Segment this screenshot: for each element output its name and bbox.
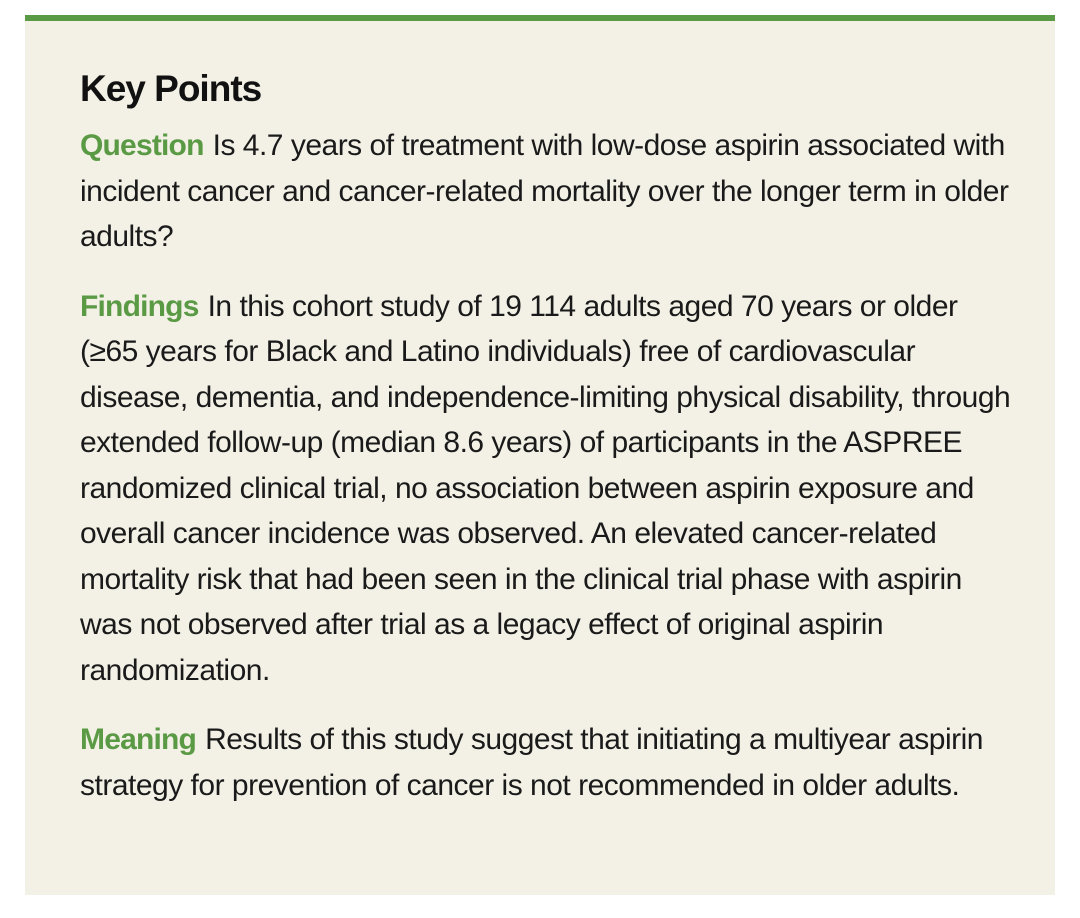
meaning-label: Meaning [80, 723, 197, 756]
question-label: Question [80, 129, 204, 162]
findings-text: In this cohort study of 19 114 adults aged 70 years or older (≥65 years for Black and Latino individuals) free of cardiovascular disease, dementia, and independence-limiting physical disability, through extended follow-up (median 8.6 years) of participants in the ASPREE randomized clinical trial, no association between aspirin exposure and overall cancer incidence was observed. An elevated cancer-related mortality risk that had been seen in the clinical trial phase with aspirin was not observed after trial as a legacy effect of original aspirin randomization. [80, 289, 1011, 687]
question-point [80, 123, 1020, 260]
key-points-title: Key Points [80, 68, 262, 109]
question-text: Is 4.7 years of treatment with low-dose aspirin associated with incident cancer and cancer-related mortality over the longer term in older adults? [80, 129, 1009, 253]
key-points-content [80, 65, 1020, 808]
meaning-point [80, 717, 1020, 808]
meaning-text: Results of this study suggest that initiating a multiyear aspirin strategy for prevention of cancer is not recommended in older adults. [80, 723, 983, 802]
key-points-box [25, 15, 1055, 895]
findings-label: Findings [80, 289, 199, 323]
findings-point [80, 284, 1020, 694]
